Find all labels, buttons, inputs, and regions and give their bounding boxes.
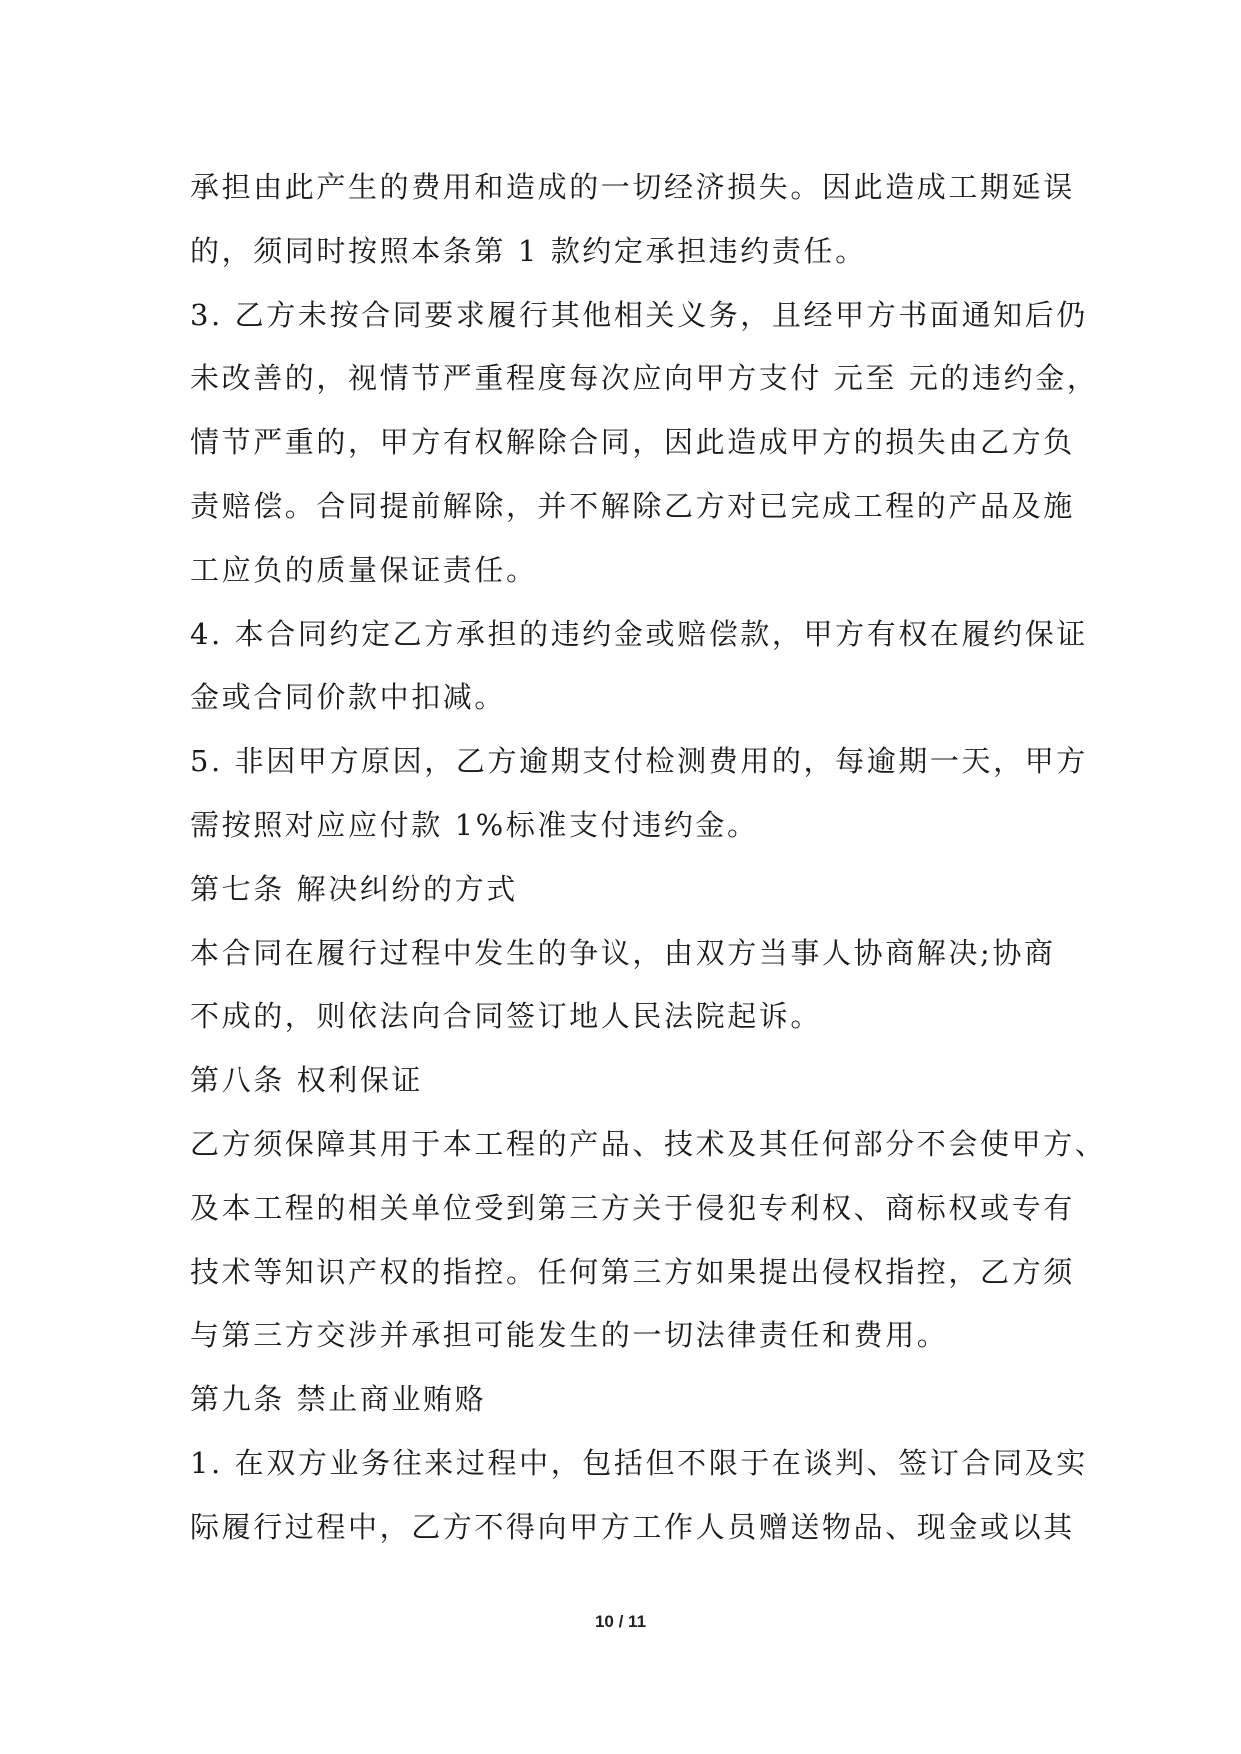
- text-line: 金或合同价款中扣减。: [190, 680, 507, 715]
- text-line: 情节严重的，甲方有权解除合同，因此造成甲方的损失由乙方负: [190, 425, 1075, 460]
- text-line: 技术等知识产权的指控。任何第三方如果提出侵权指控，乙方须: [190, 1254, 1075, 1289]
- section-heading: 第七条 解决纠纷的方式: [190, 871, 518, 906]
- text-line: 际履行过程中，乙方不得向甲方工作人员赠送物品、现金或以其: [190, 1509, 1075, 1544]
- text-line: 1. 在双方业务往来过程中，包括但不限于在谈判、签订合同及实: [190, 1445, 1088, 1480]
- text-line: 4. 本合同约定乙方承担的违约金或赔偿款，甲方有权在履约保证: [190, 616, 1088, 651]
- section-heading: 第九条 禁止商业贿赂: [190, 1382, 487, 1417]
- text-line: 乙方须保障其用于本工程的产品、技术及其任何部分不会使甲方、: [190, 1126, 1107, 1161]
- text-line: 未改善的，视情节严重程度每次应向甲方支付 元至 元的违约金，: [190, 361, 1099, 396]
- text-line: 需按照对应应付款 1%标准支付违约金。: [190, 807, 759, 842]
- text-line: 本合同在履行过程中发生的争议，由双方当事人协商解决;协商: [190, 935, 1056, 970]
- text-line: 责赔偿。合同提前解除，并不解除乙方对已完成工程的产品及施: [190, 488, 1075, 523]
- contract-body: [190, 156, 1107, 1560]
- text-line: 承担由此产生的费用和造成的一切经济损失。因此造成工期延误: [190, 170, 1075, 204]
- text-line: 3. 乙方未按合同要求履行其他相关义务，且经甲方书面通知后仍: [190, 297, 1088, 332]
- text-line: 工应负的质量保证责任。: [190, 552, 538, 587]
- page-number: 10 / 11: [594, 1612, 647, 1631]
- text-line: 与第三方交涉并承担可能发生的一切法律责任和费用。: [190, 1318, 949, 1353]
- text-line: 5. 非因甲方原因，乙方逾期支付检测费用的，每逾期一天，甲方: [190, 744, 1088, 779]
- text-line: 及本工程的相关单位受到第三方关于侵犯专利权、商标权或专有: [190, 1190, 1075, 1225]
- text-line: 不成的，则依法向合同签订地人民法院起诉。: [190, 999, 823, 1034]
- text-line: 的，须同时按照本条第 1 款约定承担违约责任。: [190, 233, 867, 268]
- section-heading: 第八条 权利保证: [190, 1063, 424, 1098]
